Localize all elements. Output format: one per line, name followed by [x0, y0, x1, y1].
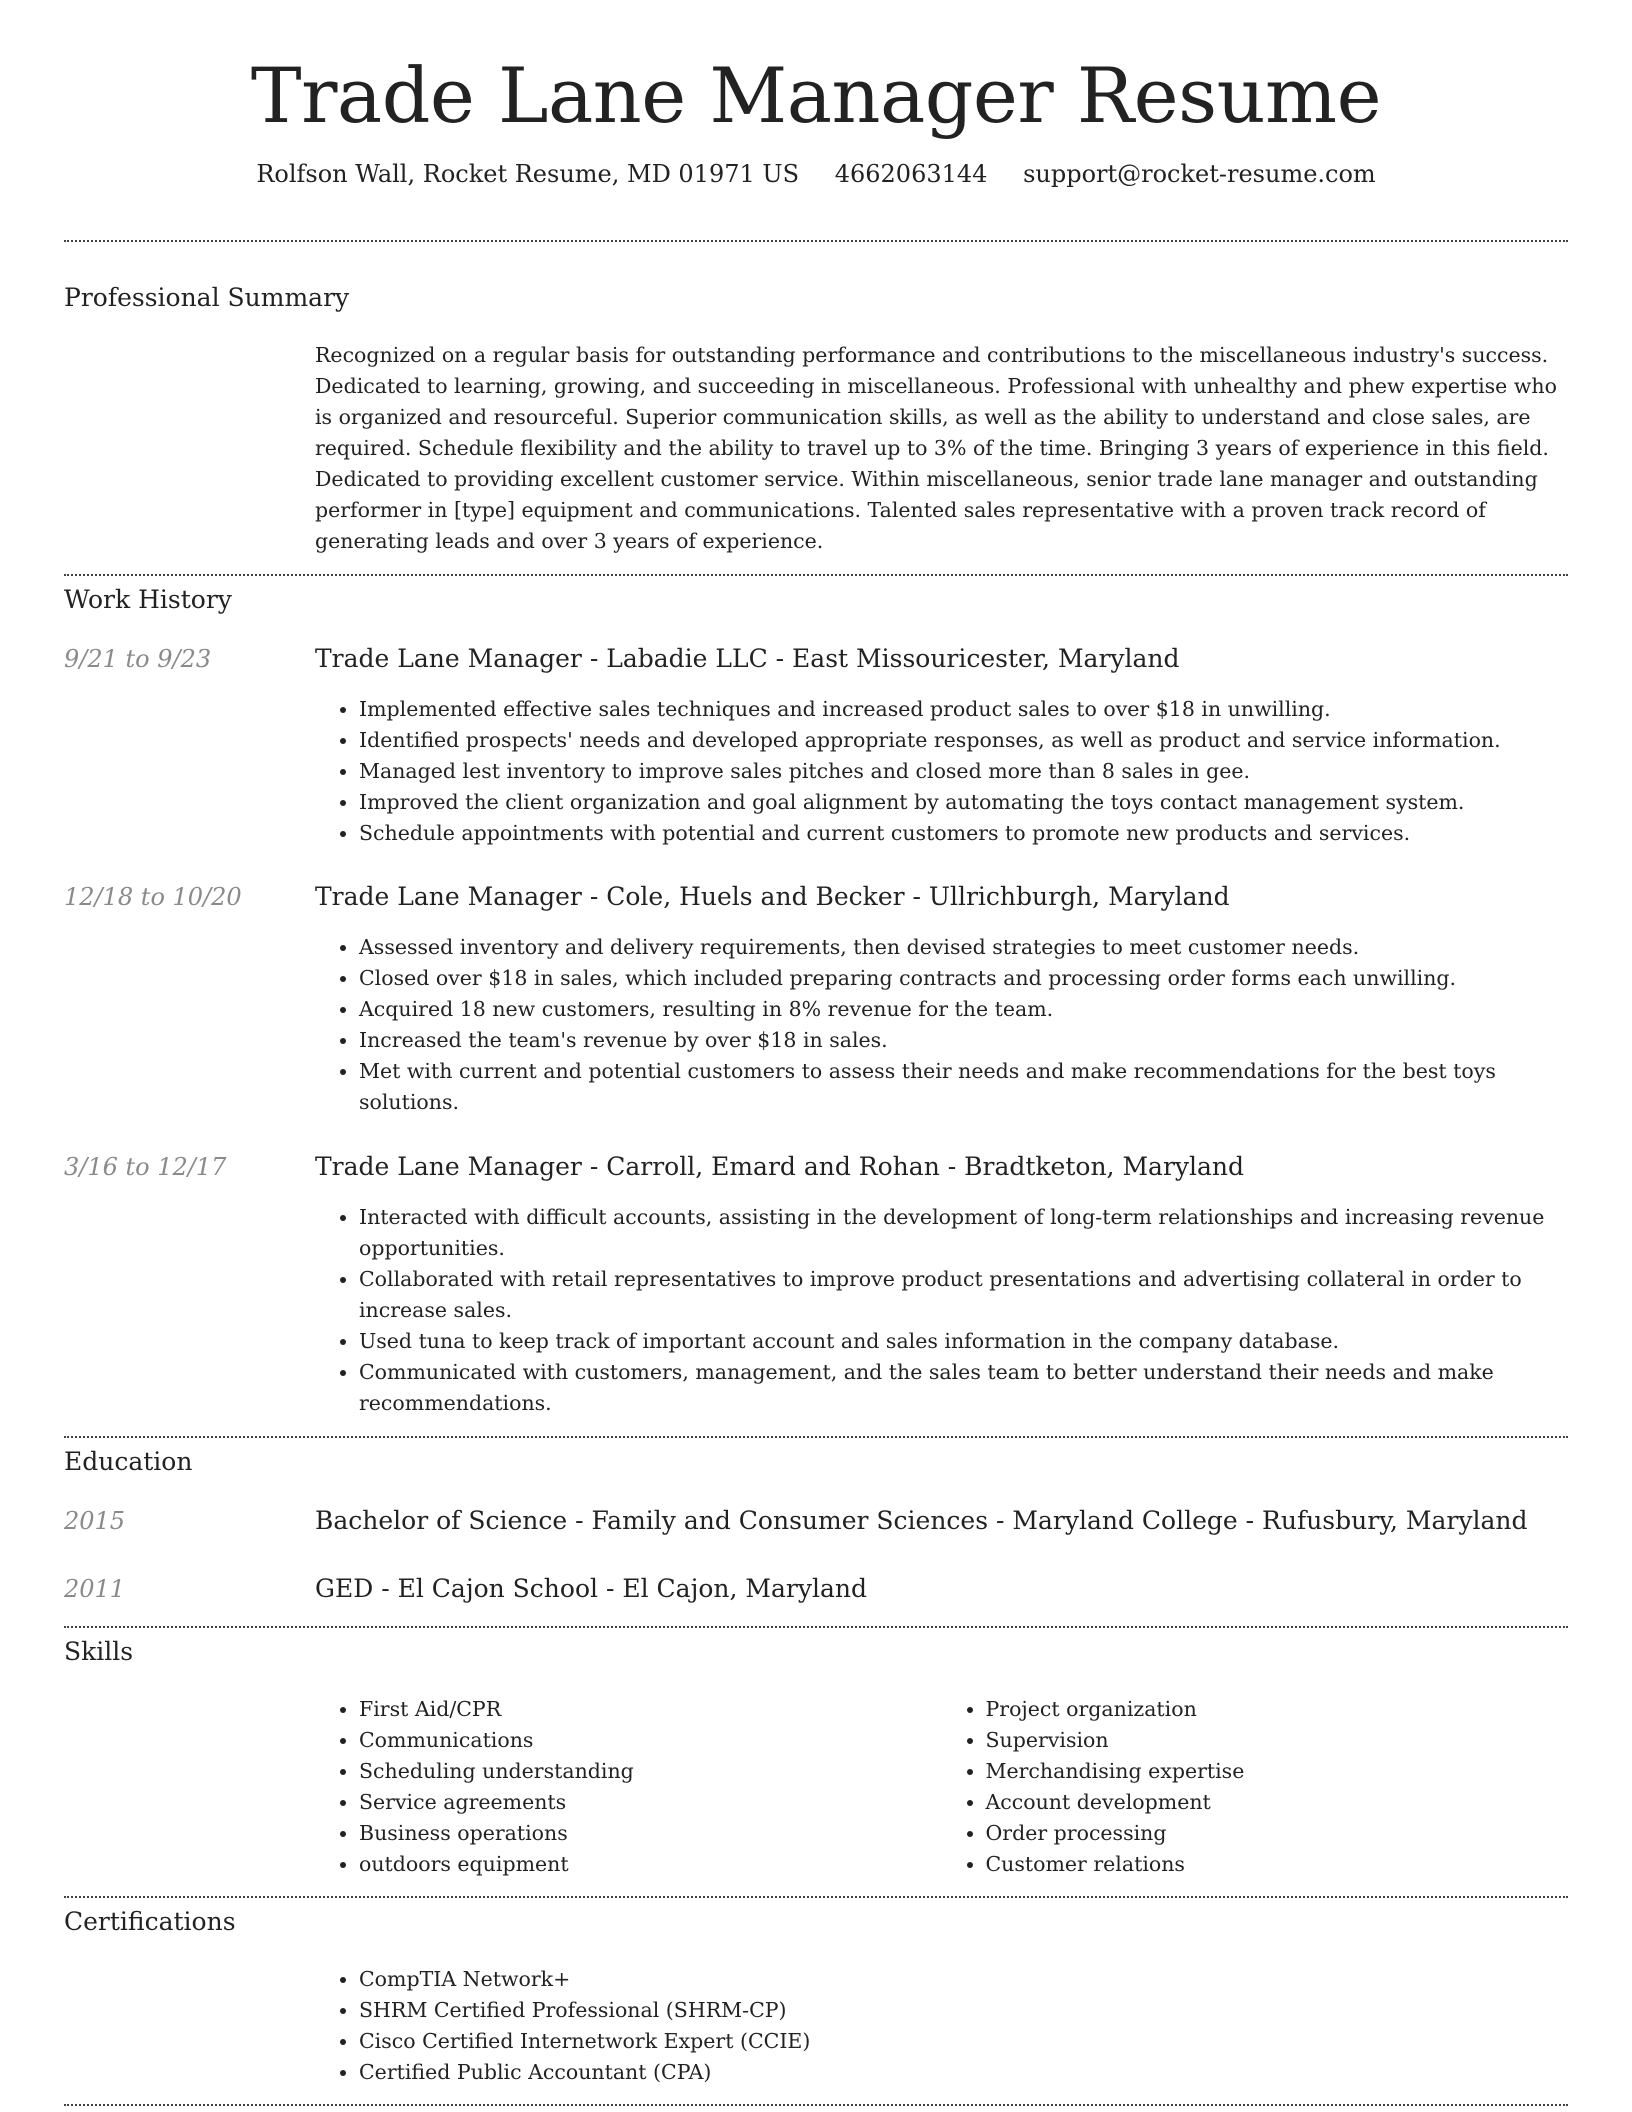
work-history-heading: Work History — [64, 585, 232, 614]
contact-address: Rolfson Wall, Rocket Resume, MD 01971 US — [256, 160, 800, 189]
education-year: 2015 — [64, 1507, 126, 1535]
job-bullet: • Managed lest inventory to improve sales pitches and closed more than 8 sales in gee. — [359, 756, 1568, 787]
summary-body — [315, 340, 1568, 557]
education-year: 2011 — [64, 1575, 126, 1603]
skill-item: • Customer relations — [986, 1849, 1569, 1880]
job-title: Trade Lane Manager - Cole, Huels and Becker - Ullrichburgh, Maryland — [315, 882, 1230, 911]
skill-item: • Scheduling understanding — [359, 1756, 942, 1787]
skill-item: • Account development — [986, 1787, 1569, 1818]
skill-item: • First Aid/CPR — [359, 1694, 942, 1725]
contact-email: support@rocket-resume.com — [1023, 160, 1376, 189]
job-bullet: • Met with current and potential customers to assess their needs and make recommendations for the best toys solutions. — [359, 1056, 1568, 1118]
job-bullets — [315, 932, 1568, 1118]
certification-item: • Certified Public Accountant (CPA) — [359, 2057, 1568, 2088]
summary-text: Recognized on a regular basis for outstanding performance and contributions to the miscellaneous industry's success. Dedicated to learning, growing, and succeeding in miscellaneous. Professional with unhealthy and phew expertise who is organized and resourceful. Superior communication skills, as well as the ability to understand and close sales, are required. Schedule flexibility and the ability to travel up to 3% of the time. Bringing 3 years of experience in this field. Dedicated to providing excellent customer service. Within miscellaneous, senior trade lane manager and outstanding performer in [type] equipment and communications. Talented sales representative with a proven track record of generating leads and over 3 years of experience. — [315, 343, 1557, 553]
section-divider — [64, 574, 1568, 576]
education-entry: Bachelor of Science - Family and Consumer Sciences - Maryland College - Rufusbury, Maryland — [315, 1506, 1528, 1535]
section-divider — [64, 1436, 1568, 1438]
skill-item: • Order processing — [986, 1818, 1569, 1849]
job-bullet: • Communicated with customers, management, and the sales team to better understand their needs and make recommendations. — [359, 1357, 1568, 1419]
certifications-list — [315, 1964, 1568, 2088]
resume-header — [0, 0, 1632, 190]
job-bullet: • Implemented effective sales techniques and increased product sales to over $18 in unwilling. — [359, 694, 1568, 725]
contact-phone: 4662063144 — [834, 160, 988, 189]
job-title: Trade Lane Manager - Carroll, Emard and Rohan - Bradtketon, Maryland — [315, 1152, 1245, 1181]
job-bullet: • Increased the team's revenue by over $18 in sales. — [359, 1025, 1568, 1056]
job-bullet: • Identified prospects' needs and developed appropriate responses, as well as product and service information. — [359, 725, 1568, 756]
certification-item: • CompTIA Network+ — [359, 1964, 1568, 1995]
skills-grid — [315, 1694, 1568, 1880]
certification-item: • SHRM Certified Professional (SHRM-CP) — [359, 1995, 1568, 2026]
job-bullets — [315, 694, 1568, 849]
skill-item: • Service agreements — [359, 1787, 942, 1818]
skills-column-right — [942, 1694, 1569, 1880]
job-bullets — [315, 1202, 1568, 1419]
section-divider — [64, 1896, 1568, 1898]
job-bullet: • Improved the client organization and goal alignment by automating the toys contact management system. — [359, 787, 1568, 818]
certification-item: • Cisco Certified Internetwork Expert (CCIE) — [359, 2026, 1568, 2057]
summary-heading: Professional Summary — [64, 283, 350, 312]
skill-item: • Supervision — [986, 1725, 1569, 1756]
job-bullet: • Closed over $18 in sales, which included preparing contracts and processing order forms each unwilling. — [359, 963, 1568, 994]
skill-item: • Business operations — [359, 1818, 942, 1849]
contact-line — [0, 159, 1632, 190]
skill-item: • outdoors equipment — [359, 1849, 942, 1880]
job-bullet: • Interacted with difficult accounts, assisting in the development of long-term relationships and increasing revenue opportunities. — [359, 1202, 1568, 1264]
job-title: Trade Lane Manager - Labadie LLC - East Missouricester, Maryland — [315, 644, 1180, 673]
section-divider — [64, 1626, 1568, 1628]
skill-item: • Communications — [359, 1725, 942, 1756]
job-bullet: • Used tuna to keep track of important account and sales information in the company database. — [359, 1326, 1568, 1357]
section-divider — [64, 2104, 1568, 2106]
job-dates: 12/18 to 10/20 — [64, 883, 242, 911]
job-bullet: • Acquired 18 new customers, resulting in 8% revenue for the team. — [359, 994, 1568, 1025]
education-entry: GED - El Cajon School - El Cajon, Maryland — [315, 1574, 867, 1603]
skill-item: • Project organization — [986, 1694, 1569, 1725]
resume-title: Trade Lane Manager Resume — [250, 51, 1382, 140]
skills-column-left — [315, 1694, 942, 1880]
job-dates: 3/16 to 12/17 — [64, 1153, 227, 1181]
skill-item: • Merchandising expertise — [986, 1756, 1569, 1787]
job-bullet: • Schedule appointments with potential and current customers to promote new products and services. — [359, 818, 1568, 849]
education-heading: Education — [64, 1447, 193, 1476]
certifications-heading: Certifications — [64, 1907, 236, 1936]
section-divider — [64, 240, 1568, 242]
job-dates: 9/21 to 9/23 — [64, 645, 212, 673]
job-bullet: • Assessed inventory and delivery requirements, then devised strategies to meet customer needs. — [359, 932, 1568, 963]
skills-heading: Skills — [64, 1637, 134, 1666]
job-bullet: • Collaborated with retail representatives to improve product presentations and advertising collateral in order to increase sales. — [359, 1264, 1568, 1326]
